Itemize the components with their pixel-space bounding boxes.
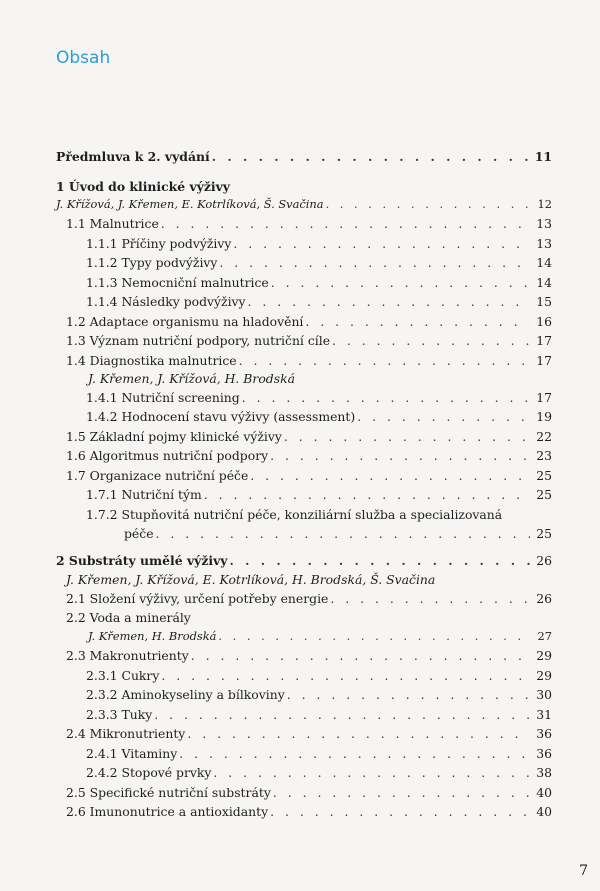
toc-entry-1-1[interactable] xyxy=(66,214,552,234)
toc-entry-label: 2 Substráty umělé výživy xyxy=(56,553,228,568)
dot-leader xyxy=(233,234,530,254)
dot-leader xyxy=(212,147,530,167)
toc-entry-2-3-2[interactable] xyxy=(86,685,552,705)
dot-leader xyxy=(191,646,530,666)
dot-leader xyxy=(179,744,530,764)
toc-entry-label: 1.1.3 Nemocniční malnutrice xyxy=(86,275,269,290)
toc-authors-ch1 xyxy=(56,195,552,215)
toc-entry-label: 1.7.1 Nutriční tým xyxy=(86,487,202,502)
dot-leader xyxy=(204,485,530,505)
dot-leader xyxy=(250,466,530,486)
dot-leader xyxy=(357,407,530,427)
toc-entry-label: 1.4.2 Hodnocení stavu výživy (assessment) xyxy=(86,409,356,424)
dot-leader xyxy=(156,524,530,544)
toc-page-number: 14 xyxy=(536,275,552,290)
toc-page-number: 36 xyxy=(536,726,552,741)
toc-entry-2-1[interactable] xyxy=(66,589,552,609)
toc-page-number: 11 xyxy=(534,149,552,164)
toc-entry-label: J. Křížová, J. Křemen, E. Kotrlíková, Š. Svačina xyxy=(56,197,324,211)
toc-entry-label: 1.2 Adaptace organismu na hladovění xyxy=(66,314,304,329)
toc-entry-1-6[interactable] xyxy=(66,446,552,466)
toc-entry-label: 1.4.1 Nutriční screening xyxy=(86,390,240,405)
toc-page-number: 17 xyxy=(536,353,552,368)
toc-entry-label: 1.1 Malnutrice xyxy=(66,216,159,231)
toc-page-number: 25 xyxy=(536,526,552,541)
dot-leader xyxy=(287,685,530,705)
toc-entry-label: 2.4.1 Vitaminy xyxy=(86,746,178,761)
toc-entry-2-4[interactable] xyxy=(66,724,552,744)
toc-entry-label: 1.5 Základní pojmy klinické výživy xyxy=(66,429,282,444)
toc-entry-label: 2.3.1 Cukry xyxy=(86,668,160,683)
dot-leader xyxy=(219,253,530,273)
toc-authors-1-4: J. Křemen, J. Křížová, H. Brodská xyxy=(88,371,295,386)
toc-page-number: 26 xyxy=(536,553,552,568)
toc-page-number: 14 xyxy=(536,255,552,270)
toc-entry-2-4-2[interactable] xyxy=(86,763,552,783)
toc-entry-label: 1.6 Algoritmus nutriční podpory xyxy=(66,448,269,463)
toc-entry-2-3[interactable] xyxy=(66,646,552,666)
toc-page-number: 40 xyxy=(536,785,552,800)
toc-page-number: 22 xyxy=(536,429,552,444)
toc-page-number: 27 xyxy=(537,629,552,643)
dot-leader xyxy=(270,802,530,822)
toc-page-number: 29 xyxy=(536,668,552,683)
dot-leader xyxy=(187,724,530,744)
dot-leader xyxy=(161,666,530,686)
toc-page-number: 29 xyxy=(536,648,552,663)
toc-entry-label: 1.4 Diagnostika malnutrice xyxy=(66,353,237,368)
dot-leader xyxy=(213,763,530,783)
toc-page-number: 30 xyxy=(536,687,552,702)
toc-page-number: 13 xyxy=(536,216,552,231)
toc-entry-2-5[interactable] xyxy=(66,783,552,803)
dot-leader xyxy=(230,551,531,571)
toc-entry-label: 1.1.4 Následky podvýživy xyxy=(86,294,246,309)
dot-leader xyxy=(271,273,530,293)
toc-entry-label: 2.5 Specifické nutriční substráty xyxy=(66,785,271,800)
toc-page-number: 23 xyxy=(536,448,552,463)
toc-page-number: 19 xyxy=(536,409,552,424)
toc-entry-label: 2.6 Imunonutrice a antioxidanty xyxy=(66,804,269,819)
page-number: 7 xyxy=(579,863,588,879)
dot-leader xyxy=(326,195,530,215)
toc-page-number: 25 xyxy=(536,468,552,483)
toc-entry-1-1-3[interactable] xyxy=(86,273,552,293)
dot-leader xyxy=(154,705,530,725)
toc-page-number: 17 xyxy=(536,390,552,405)
toc-entry-2-3-3[interactable] xyxy=(86,705,552,725)
toc-page-number: 38 xyxy=(536,765,552,780)
toc-entry-label: 2.4.2 Stopové prvky xyxy=(86,765,212,780)
toc-entry-label: 2.4 Mikronutrienty xyxy=(66,726,186,741)
dot-leader xyxy=(161,214,530,234)
toc-entry-1-3[interactable] xyxy=(66,331,552,351)
toc-entry-label: 1.7 Organizace nutriční péče xyxy=(66,468,249,483)
toc-entry-2-6[interactable] xyxy=(66,802,552,822)
toc-entry-label: 1.1.1 Příčiny podvýživy xyxy=(86,236,232,251)
toc-authors-2-2 xyxy=(88,627,552,647)
dot-leader xyxy=(305,312,530,332)
toc-entry-label: 1.1.2 Typy podvýživy xyxy=(86,255,218,270)
toc-entry-label: 2.3.2 Aminokyseliny a bílkoviny xyxy=(86,687,285,702)
toc-page-number: 26 xyxy=(536,591,552,606)
toc-page-number: 17 xyxy=(536,333,552,348)
dot-leader xyxy=(330,589,530,609)
toc-entry-label: 2.3.3 Tuky xyxy=(86,707,153,722)
toc-entry-label: J. Křemen, H. Brodská xyxy=(88,629,217,643)
toc-entry-1-7-1[interactable] xyxy=(86,485,552,505)
toc-entry-2-3-1[interactable] xyxy=(86,666,552,686)
dot-leader xyxy=(218,627,530,647)
toc-entry-1-5[interactable] xyxy=(66,427,552,447)
toc-entry-label: péče xyxy=(124,526,154,541)
toc-page-number: 36 xyxy=(536,746,552,761)
toc-page-number: 31 xyxy=(536,707,552,722)
toc-entry-2-2[interactable]: 2.2 Voda a minerály xyxy=(66,610,191,625)
dot-leader xyxy=(239,351,530,371)
toc-entry-1-7-2[interactable]: 1.7.2 Stupňovitá nutriční péče, konziliární služba a specializovaná xyxy=(86,507,503,522)
toc-chapter-1[interactable]: 1 Úvod do klinické výživy xyxy=(56,179,231,194)
toc-entry-1-7[interactable] xyxy=(66,466,552,486)
toc-entry-1-7-2-cont[interactable] xyxy=(124,524,552,544)
toc-page-number: 15 xyxy=(536,294,552,309)
dot-leader xyxy=(248,292,530,312)
dot-leader xyxy=(270,446,530,466)
toc-page-number: 13 xyxy=(536,236,552,251)
toc-entry-1-1-4[interactable] xyxy=(86,292,552,312)
toc-entry-1-4-2[interactable] xyxy=(86,407,552,427)
toc-entry-1-4[interactable] xyxy=(66,351,552,371)
toc-page-number: 25 xyxy=(536,487,552,502)
dot-leader xyxy=(273,783,530,803)
toc-entry-1-2[interactable] xyxy=(66,312,552,332)
page-title: Obsah xyxy=(56,48,111,68)
dot-leader xyxy=(242,388,530,408)
dot-leader xyxy=(284,427,530,447)
toc-entry-2-4-1[interactable] xyxy=(86,744,552,764)
toc-page-number: 40 xyxy=(536,804,552,819)
toc-entry-label: 2.3 Makronutrienty xyxy=(66,648,189,663)
toc-entry-preface[interactable] xyxy=(56,147,552,167)
dot-leader xyxy=(332,331,530,351)
toc-entry-label: Předmluva k 2. vydání xyxy=(56,149,210,164)
toc-entry-1-1-2[interactable] xyxy=(86,253,552,273)
toc-authors-ch2: J. Křemen, J. Křížová, E. Kotrlíková, H. Brodská, Š. Svačina xyxy=(66,572,436,587)
toc-page-number: 16 xyxy=(536,314,552,329)
toc-page-number: 12 xyxy=(537,197,552,211)
toc-entry-1-1-1[interactable] xyxy=(86,234,552,254)
toc-entry-1-4-1[interactable] xyxy=(86,388,552,408)
toc-chapter-2[interactable] xyxy=(56,551,552,571)
toc-entry-label: 1.3 Význam nutriční podpory, nutriční cíle xyxy=(66,333,331,348)
toc-entry-label: 2.1 Složení výživy, určení potřeby energie xyxy=(66,591,329,606)
